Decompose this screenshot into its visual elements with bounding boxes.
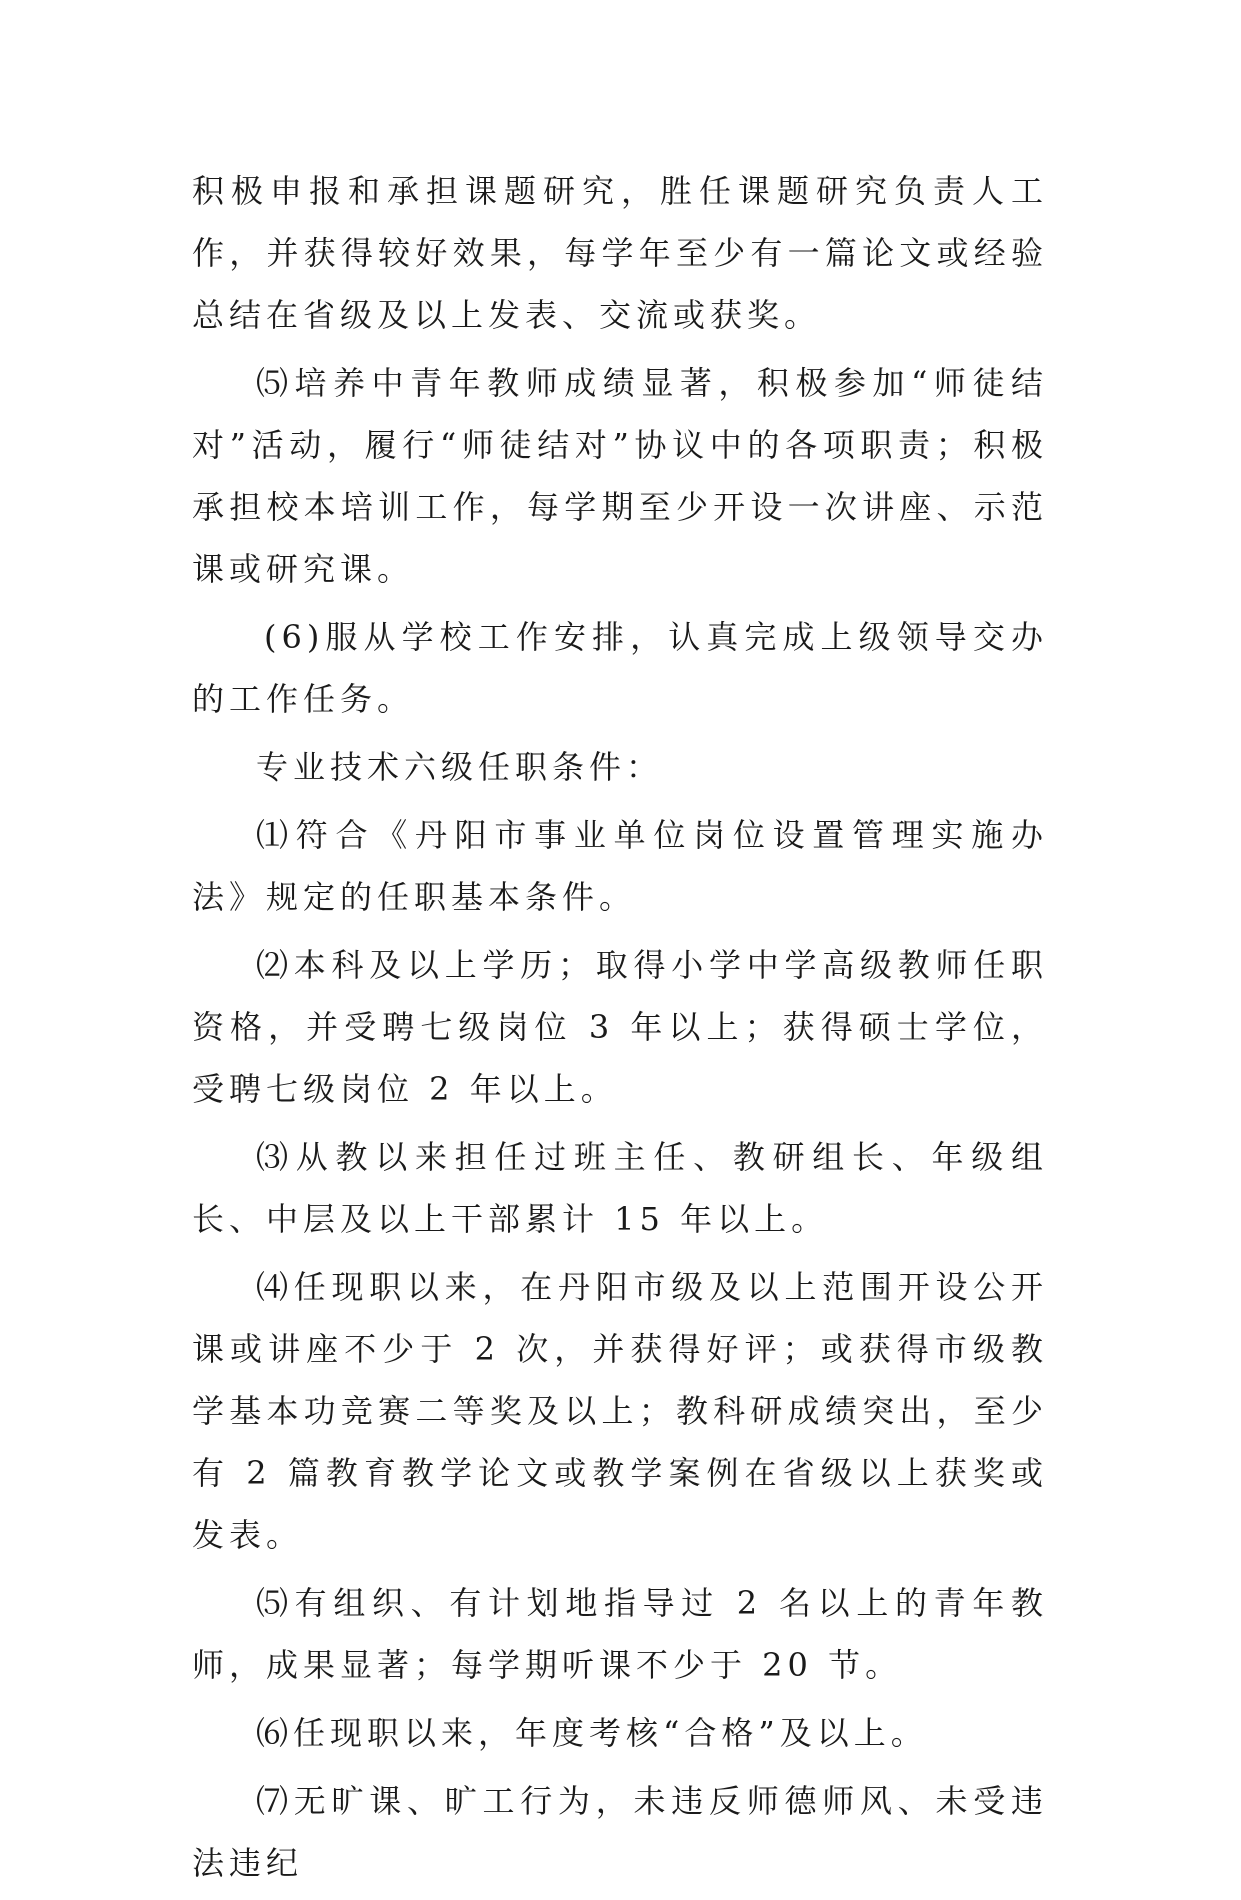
paragraph-condition-6: ⑹任现职以来，年度考核“合格”及以上。: [256, 1714, 928, 1752]
document-body: [192, 160, 1048, 1900]
paragraph-research-continuation: 积极申报和承担课题研究，胜任课题研究负责人工作，并获得较好效果，每学年至少有一篇论文或经验总结在省级及以上发表、交流或获奖。: [192, 172, 1048, 334]
paragraph-condition-7: ⑺无旷课、旷工行为，未违反师德师风、未受违法违纪: [192, 1782, 1048, 1882]
section-heading-level6-conditions: 专业技术六级任职条件：: [256, 748, 664, 786]
paragraph-item-6-duties: (6)服从学校工作安排，认真完成上级领导交办的工作任务。: [192, 618, 1048, 718]
paragraph-condition-1: ⑴符合《丹阳市事业单位岗位设置管理实施办法》规定的任职基本条件。: [192, 816, 1048, 916]
paragraph-condition-4: ⑷任现职以来，在丹阳市级及以上范围开设公开课或讲座不少于 2 次，并获得好评；或获得市级教学基本功竞赛二等奖及以上；教科研成绩突出，至少有 2 篇教育教学论文或教学案例在省级以上获奖或发表。: [192, 1268, 1048, 1554]
paragraph-item-5-mentoring: ⑸培养中青年教师成绩显著，积极参加“师徒结对”活动，履行“师徒结对”协议中的各项职责；积极承担校本培训工作，每学期至少开设一次讲座、示范课或研究课。: [192, 364, 1048, 588]
paragraph-condition-2: ⑵本科及以上学历；取得小学中学高级教师任职资格，并受聘七级岗位 3 年以上；获得硕士学位，受聘七级岗位 2 年以上。: [192, 946, 1048, 1108]
paragraph-condition-3: ⑶从教以来担任过班主任、教研组长、年级组长、中层及以上干部累计 15 年以上。: [192, 1138, 1048, 1238]
paragraph-condition-5: ⑸有组织、有计划地指导过 2 名以上的青年教师，成果显著；每学期听课不少于 20 节。: [192, 1584, 1048, 1684]
